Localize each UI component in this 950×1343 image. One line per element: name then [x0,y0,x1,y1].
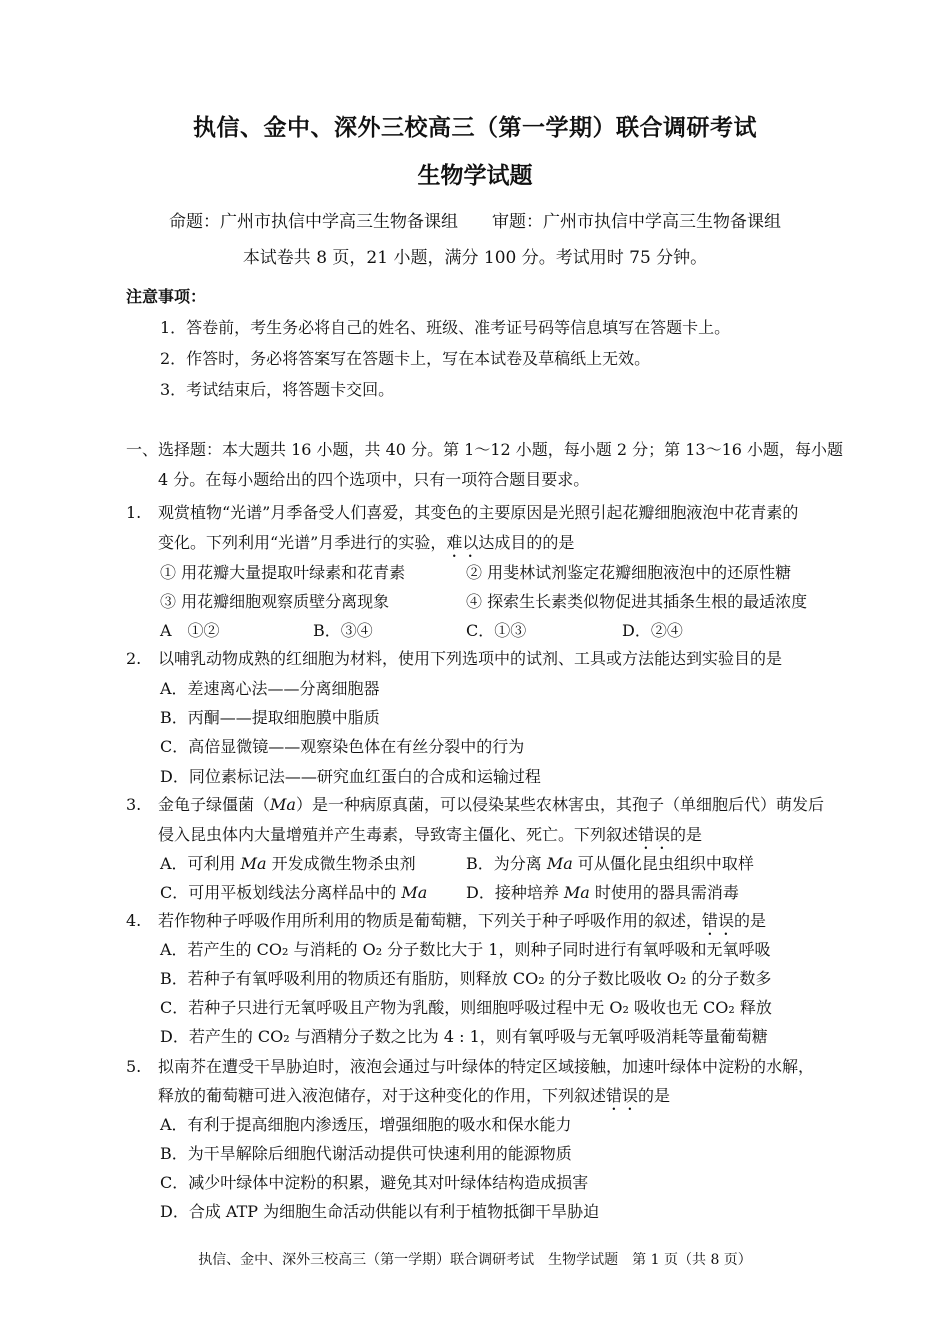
option-b: B．③④ [313,621,373,640]
option-b: B．若种子有氧呼吸利用的物质还有脂肪，则释放 CO₂ 的分子数比吸收 O₂ 的分子数多 [160,969,772,988]
emphasis-mark: 错误 [606,1086,639,1105]
option-b: B．为干旱解除后细胞代谢活动提供可快速利用的能源物质 [160,1144,572,1163]
exam-info: 本试卷共 8 页，21 小题，满分 100 分。考试用时 75 分钟。 [242,248,708,268]
sub-option: ③ 用花瓣细胞观察质壁分离现象 [160,592,390,611]
sub-option: ④ 探索生长素类似物促进其插条生根的最适浓度 [466,592,808,611]
option-c: C．若种子只进行无氧呼吸且产物为乳酸，则细胞呼吸过程中无 O₂ 吸收也无 CO₂ 释放 [160,998,772,1017]
notice-item: 2．作答时，务必将答案写在答题卡上，写在本试卷及草稿纸上无效。 [160,349,651,368]
question-stem: 拟南芥在遭受干旱胁迫时，液泡会通过与叶绿体的特定区域接触，加速叶绿体中淀粉的水解， [158,1057,815,1076]
sub-option: ② 用斐林试剂鉴定花瓣细胞液泡中的还原性糖 [466,563,792,582]
notice-item: 3．考试结束后，将答题卡交回。 [160,380,395,399]
question-number: 3. [126,795,142,814]
option-a: A．有利于提高细胞内渗透压，增强细胞的吸水和保水能力 [160,1115,572,1134]
option-a: A．可利用 Ma 开发成微生物杀虫剂 [160,854,416,873]
question-stem: 变化。下列利用“光谱”月季进行的实验，难以达成目的的是 [158,533,575,552]
option-c: C．①③ [466,621,527,640]
sub-option: ① 用花瓣大量提取叶绿素和花青素 [160,563,406,582]
question-number: 2. [126,649,142,668]
notice-item: 1．答卷前，考生务必将自己的姓名、班级、准考证号码等信息填写在答题卡上。 [160,318,731,337]
section-heading: 一、选择题：本大题共 16 小题，共 40 分。第 1～12 小题，每小题 2 分；第 13～16 小题，每小题 [126,440,844,459]
option-a: A．若产生的 CO₂ 与消耗的 O₂ 分子数比大于 1，则种子同时进行有氧呼吸和无氧呼吸 [160,940,771,959]
question-stem: 金龟子绿僵菌（Ma）是一种病原真菌，可以侵染某些农林害虫，其孢子（单细胞后代）萌发后 [158,795,824,814]
question-stem: 若作物种子呼吸作用所利用的物质是葡萄糖，下列关于种子呼吸作用的叙述，错误的是 [158,911,767,930]
question-number: 1. [126,503,142,522]
option-d: D．合成 ATP 为细胞生命活动供能以有利于植物抵御干旱胁迫 [160,1202,600,1221]
question-stem: 观赏植物“光谱”月季备受人们喜爱，其变色的主要原因是光照引起花瓣细胞液泡中花青素的 [158,503,799,522]
exam-title: 执信、金中、深外三校高三（第一学期）联合调研考试 [193,114,757,141]
option-d: D．接种培养 Ma 时使用的器具需消毒 [466,883,739,902]
question-number: 4. [126,911,142,930]
emphasis-mark: 错误 [638,825,671,844]
page-footer: 执信、金中、深外三校高三（第一学期）联合调研考试 生物学试题 第 1 页（共 8 页） [198,1252,752,1268]
option-c: C．可用平板划线法分离样品中的 Ma [160,883,428,902]
section-heading-cont: 4 分。在每小题给出的四个选项中，只有一项符合题目要求。 [158,470,590,489]
subject-title: 生物学试题 [417,162,533,189]
notice-heading: 注意事项： [126,287,207,306]
option-d: D．同位素标记法——研究血红蛋白的合成和运输过程 [160,767,541,786]
authors-line: 命题：广州市执信中学高三生物备课组 审题：广州市执信中学高三生物备课组 [169,212,781,232]
option-d: D．若产生的 CO₂ 与酒精分子数之比为 4 : 1，则有氧呼吸与无氧呼吸消耗等量葡萄糖 [160,1027,768,1046]
option-d: D．②④ [622,621,683,640]
option-a: A ①② [160,621,220,640]
option-c: C．减少叶绿体中淀粉的积累，避免其对叶绿体结构造成损害 [160,1173,589,1192]
option-b: B．为分离 Ma 可从僵化昆虫组织中取样 [466,854,754,873]
emphasis-mark: 难以 [446,533,479,552]
question-number: 5. [126,1057,142,1076]
option-c: C．高倍显微镜——观察染色体在有丝分裂中的行为 [160,737,525,756]
emphasis-mark: 错误 [702,911,735,930]
question-stem: 侵入昆虫体内大量增殖并产生毒素，导致寄主僵化、死亡。下列叙述错误的是 [158,825,703,844]
question-stem: 以哺乳动物成熟的红细胞为材料，使用下列选项中的试剂、工具或方法能达到实验目的是 [158,649,783,668]
option-a: A．差速离心法——分离细胞器 [160,679,380,698]
option-b: B．丙酮——提取细胞膜中脂质 [160,708,380,727]
question-stem: 释放的葡萄糖可进入液泡储存，对于这种变化的作用，下列叙述错误的是 [158,1086,671,1105]
